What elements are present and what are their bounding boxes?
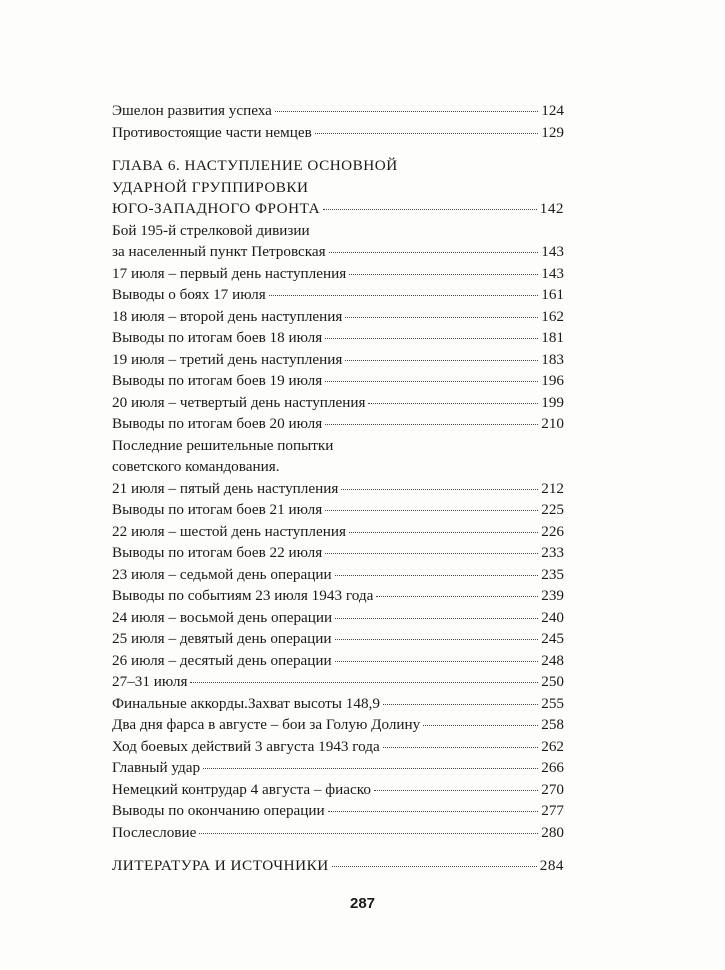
toc-entry-label: Выводы по итогам боев 19 июля (112, 372, 323, 389)
toc-page-number: 183 (541, 350, 564, 368)
toc-page-number: 240 (541, 608, 564, 626)
toc-entry-label: Послесловие (112, 823, 197, 841)
toc-entry (112, 693, 564, 715)
toc-entry (112, 306, 564, 328)
dot-leader (325, 338, 538, 339)
toc-page-number: 143 (541, 243, 564, 260)
toc-entry-label: Выводы по итогам боев 21 июля (112, 501, 323, 518)
toc-page-number: 143 (541, 264, 564, 282)
toc-entry-label: 18 июля – второй день наступления (112, 307, 343, 325)
toc-page-number: 258 (541, 716, 564, 733)
toc-page-number: 277 (541, 802, 564, 819)
toc-entry (112, 263, 564, 285)
dot-leader (335, 639, 539, 640)
toc-chapter-heading (112, 155, 564, 220)
toc-entry-label: Ход боевых действий 3 августа 1943 года (112, 737, 380, 755)
toc-page-number: 235 (541, 565, 564, 583)
page-number-footer: 287 (349, 895, 376, 912)
toc-entry-label: 27–31 июля (112, 673, 188, 690)
dot-leader (341, 489, 538, 490)
toc-entry (112, 370, 564, 392)
toc-entry-label: Два дня фарса в августе – бои за Голую Долину (112, 716, 421, 733)
toc-page-number: 284 (539, 857, 564, 874)
toc-page-number: 181 (541, 329, 564, 346)
dot-leader (332, 866, 537, 867)
toc-entry (112, 779, 564, 801)
dot-leader (335, 575, 539, 576)
toc-entry-label: за населенный пункт Петровская (112, 243, 326, 260)
dot-leader (325, 510, 538, 511)
dot-leader (190, 682, 538, 683)
toc-entry (112, 757, 564, 779)
toc-entry (112, 800, 564, 822)
toc-entry-label: 26 июля – десятый день операции (112, 651, 332, 669)
dot-leader (349, 532, 538, 533)
toc-entry (112, 564, 564, 586)
toc-entry (112, 671, 564, 693)
dot-leader (368, 403, 538, 404)
toc-page-number: 162 (541, 307, 564, 325)
toc-entry-label: Финальные аккорды.Захват высоты 148,9 (112, 694, 380, 712)
toc-entry (112, 521, 564, 543)
dot-leader (203, 768, 538, 769)
toc-entry (112, 392, 564, 414)
toc-entry-label: Главный удар (112, 759, 201, 776)
toc-page-number: 161 (541, 286, 564, 303)
toc-entry-label: 22 июля – шестой день наступления (112, 522, 346, 540)
toc-entry-label: Выводы по итогам боев 18 июля (112, 329, 323, 346)
toc-entry (112, 736, 564, 758)
toc-entry-label: Выводы о боях 17 июля (112, 286, 266, 303)
toc-entry (112, 413, 564, 435)
dot-leader (335, 618, 538, 619)
dot-leader (199, 833, 538, 834)
toc-entry (112, 349, 564, 371)
table-of-contents (112, 100, 564, 877)
dot-leader (349, 274, 538, 275)
toc-page-number: 250 (541, 673, 564, 690)
toc-entry-label: Выводы по окончанию операции (112, 802, 325, 819)
toc-entry (112, 628, 564, 650)
toc-entry-label: 23 июля – седьмой день операции (112, 565, 332, 583)
dot-leader (345, 360, 538, 361)
toc-entry (112, 100, 564, 122)
toc-entry (112, 122, 564, 144)
toc-entry (112, 284, 564, 306)
toc-page-number: 199 (541, 393, 564, 411)
toc-entry (112, 822, 564, 844)
toc-chapter-line: ГЛАВА 6. НАСТУПЛЕНИЕ ОСНОВНОЙ (112, 157, 398, 174)
dot-leader (325, 381, 538, 382)
toc-page-number: 196 (541, 372, 564, 389)
dot-leader (325, 553, 538, 554)
toc-entry-label: Выводы по событиям 23 июля 1943 года (112, 587, 374, 604)
dot-leader (383, 704, 538, 705)
toc-page-number: 262 (541, 737, 564, 755)
toc-entry (112, 220, 564, 263)
toc-entry-label: Немецкий контрудар 4 августа – фиаско (112, 780, 371, 798)
toc-page-number: 239 (541, 587, 564, 604)
dot-leader (383, 747, 538, 748)
toc-page-number: 248 (541, 651, 564, 669)
dot-leader (269, 295, 538, 296)
toc-entry-label: 24 июля – восьмой день операции (112, 608, 333, 626)
toc-entry (112, 714, 564, 736)
dot-leader (423, 725, 538, 726)
toc-entry (112, 607, 564, 629)
toc-page-number: 245 (541, 630, 564, 647)
toc-entry (112, 435, 564, 500)
dot-leader (335, 661, 539, 662)
toc-entry-label: 21 июля – пятый день наступления (112, 479, 339, 497)
toc-entry-label: ЛИТЕРАТУРА И ИСТОЧНИКИ (112, 857, 329, 874)
toc-page-number: 225 (541, 501, 564, 518)
dot-leader (345, 317, 538, 318)
toc-entry-label: 25 июля – девятый день операции (112, 630, 332, 647)
toc-page-number: 280 (541, 823, 564, 841)
dot-leader (329, 252, 539, 253)
dot-leader (315, 133, 538, 134)
dot-leader (374, 790, 538, 791)
toc-entry-label: 19 июля – третий день наступления (112, 350, 343, 368)
toc-entry-label: ЮГО-ЗАПАДНОГО ФРОНТА (112, 200, 321, 217)
toc-entry-label: Выводы по итогам боев 22 июля (112, 544, 323, 561)
toc-entry-label: 20 июля – четвертый день наступления (112, 393, 366, 411)
toc-page-number: 124 (541, 102, 564, 119)
dot-leader (328, 811, 539, 812)
toc-page-number: 212 (541, 479, 564, 497)
dot-leader (376, 596, 538, 597)
toc-chapter-line: УДАРНОЙ ГРУППИРОВКИ (112, 178, 309, 196)
dot-leader (325, 424, 538, 425)
toc-page-number: 255 (541, 694, 564, 712)
toc-entry-label: Эшелон развития успеха (112, 102, 272, 119)
toc-chapter-heading (112, 855, 564, 877)
toc-entry-prefix-line: советского командования. (112, 458, 280, 475)
toc-entry (112, 585, 564, 607)
toc-page-number: 210 (541, 415, 564, 432)
toc-page-number: 142 (539, 200, 564, 217)
toc-page-number: 266 (541, 759, 564, 776)
toc-page-number: 129 (541, 123, 564, 141)
toc-entry-label: Выводы по итогам боев 20 июля (112, 415, 323, 432)
toc-page-number: 233 (541, 544, 564, 561)
toc-entry-label: 17 июля – первый день наступления (112, 264, 347, 282)
toc-entry (112, 650, 564, 672)
toc-entry (112, 499, 564, 521)
toc-entry-prefix-line: Последние решительные попытки (112, 436, 334, 454)
toc-page-number: 226 (541, 522, 564, 540)
dot-leader (275, 111, 538, 112)
toc-entry-prefix-line: Бой 195-й стрелковой дивизии (112, 221, 310, 239)
toc-entry-label: Противостоящие части немцев (112, 123, 312, 141)
toc-entry (112, 542, 564, 564)
dot-leader (323, 209, 537, 210)
toc-entry (112, 327, 564, 349)
toc-page-number: 270 (541, 780, 564, 798)
